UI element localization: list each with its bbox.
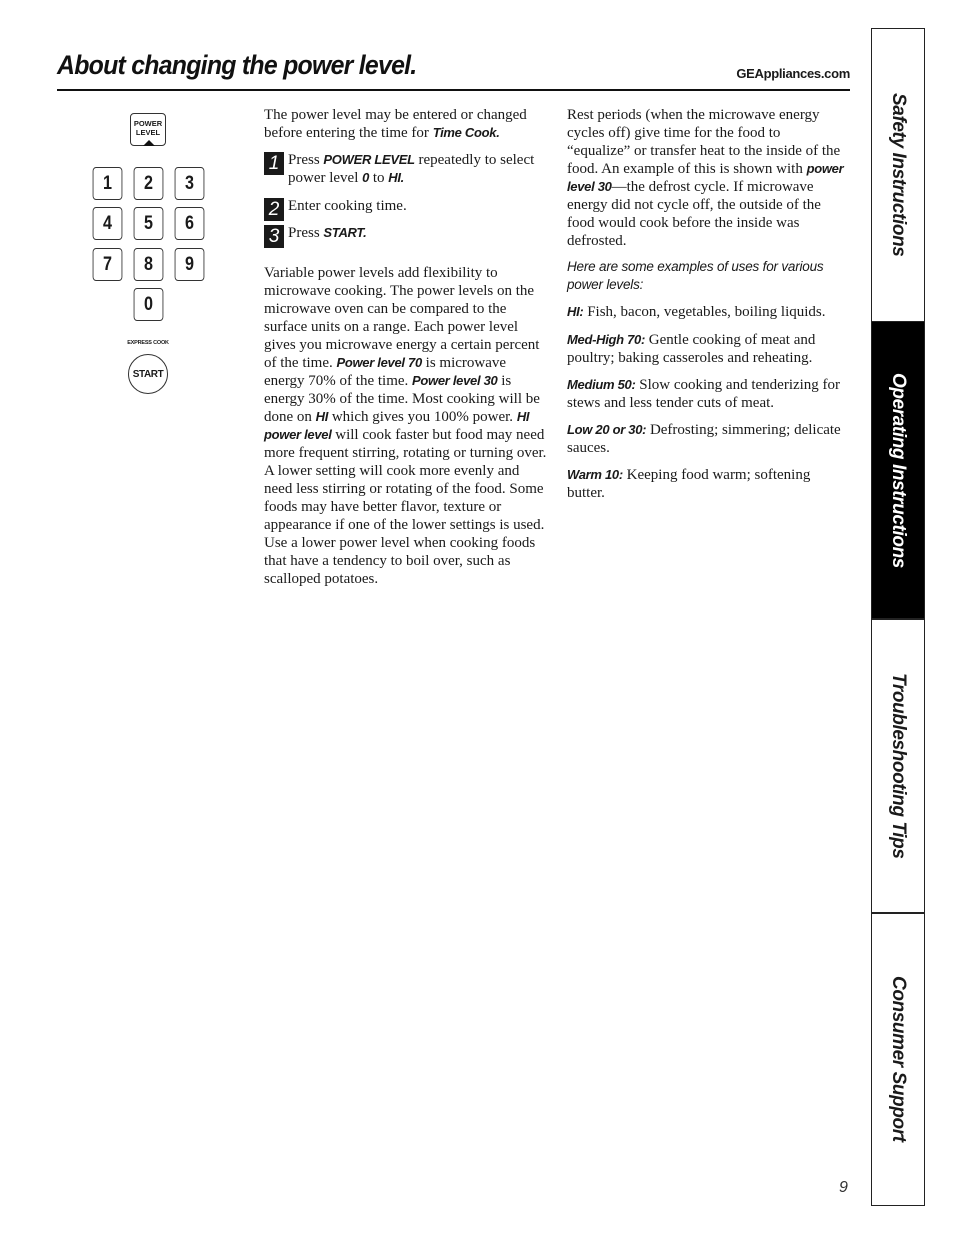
para-emphasis: power level 30 [567,161,844,194]
rest-periods-paragraph [567,106,847,250]
intro-paragraph [264,106,547,142]
step-key-name: POWER LEVEL [323,152,415,167]
example-text: Defrosting; simmering; delicate sauces. [567,422,841,456]
express-cook-label: EXPRESS COOK [127,340,169,346]
step-text: Press [288,225,320,241]
example-text: Keeping food warm; softening butter. [567,467,811,501]
key-4: 4 [93,207,123,240]
key-9: 9 [175,248,205,281]
para-text: is energy 30% of the time. Most cooking will be done on [264,373,540,425]
example-text: Slow cooking and tenderizing for stews and less tender cuts of meat. [567,377,841,411]
power-level-key-label-line1: POWER [133,119,163,128]
power-level-key [130,113,166,146]
key-1: 1 [93,167,123,200]
tab-safety-instructions[interactable] [872,29,924,321]
step-number-badge: 2 [264,198,284,221]
example-label: Medium 50: [567,377,636,392]
start-key: START [128,354,168,394]
example-text: Fish, bacon, vegetables, boiling liquids. [587,304,826,320]
example-label: HI: [567,304,584,319]
step-text: to [372,170,385,186]
page-title: About changing the power level. [57,50,417,80]
tab-label: Consumer Support [888,975,909,1142]
tab-label: Troubleshooting Tips [888,672,909,859]
tab-consumer-support[interactable] [872,913,924,1204]
para-text: —the defrost cycle. If microwave energy did not cycle off, the outside of the food would cook before the inside was defrosted. [567,179,821,249]
para-emphasis: Power level 70 [336,355,422,370]
para-emphasis: Power level 30 [412,373,498,388]
tab-operating-instructions[interactable] [872,322,924,618]
para-text: which gives you 100% power. [331,409,514,425]
key-7: 7 [93,248,123,281]
para-emphasis: HI power level [264,409,530,442]
para-text: Rest periods (when the microwave energy cycles off) give time for the food to “equalize” or transfer heat to the inside of the food. An example of this is shown with [567,107,841,177]
examples-intro: Here are some examples of uses for various power levels: [567,259,824,292]
key-3: 3 [175,167,205,200]
example-label: Med-High 70: [567,332,646,347]
step-text: Enter cooking time. [288,198,407,214]
key-2: 2 [134,167,164,200]
example-item [567,421,847,457]
step-2 [264,197,547,220]
example-item [567,466,847,502]
step-text: Press [288,152,320,168]
power-level-key-label-line2: LEVEL [135,128,161,137]
example-text: Gentle cooking of meat and poultry; baking casseroles and reheating. [567,332,816,366]
example-item [567,303,847,321]
step-text: repeatedly to select power level [288,152,535,186]
para-text: Variable power levels add flexibility to microwave cooking. The power levels on the microwave oven can be compared to the surface units on a range. Each power level gives you microwave energy a certain percent of the time. [264,265,540,371]
para-text: is microwave energy 70% of the time. [264,355,507,389]
step-key-name: HI. [388,170,404,185]
website-url: GEAppliances.com [736,66,850,81]
section-tabs [871,28,925,1206]
instructions-column [264,106,547,588]
step-key-name: START. [323,225,367,240]
step-number-badge: 3 [264,225,284,248]
example-label: Warm 10: [567,467,623,482]
intro-time-cook: Time Cook. [432,125,500,140]
step-1 [264,151,547,187]
tab-label: Safety Instructions [888,93,909,257]
intro-text: The power level may be entered or changed before entering the time for [264,107,527,141]
triangle-icon [143,140,155,146]
key-8: 8 [134,248,164,281]
para-emphasis: HI [315,409,329,424]
example-label: Low 20 or 30: [567,422,647,437]
step-number-badge: 1 [264,152,284,175]
tab-troubleshooting-tips[interactable] [872,619,924,912]
key-5: 5 [134,207,164,240]
step-key-name: 0 [362,170,370,185]
para-text: will cook faster but food may need more frequent stirring, rotating or turning over. A lower setting will cook more evenly and need less stirring or rotating of the food. Some foods may have better flavor, texture or appearance if one of the lower settings is used. Use a lower power level when cooking foods that have a tendency to boil over, such as scalloped potatoes. [264,427,547,587]
key-0: 0 [134,288,164,321]
power-level-uses-column [567,106,847,502]
tab-label: Operating Instructions [888,372,909,568]
header-divider [57,89,850,91]
variable-power-paragraph [264,264,547,588]
page-number: 9 [839,1179,848,1196]
example-item [567,331,847,367]
step-3 [264,224,547,247]
key-6: 6 [175,207,205,240]
example-item [567,376,847,412]
